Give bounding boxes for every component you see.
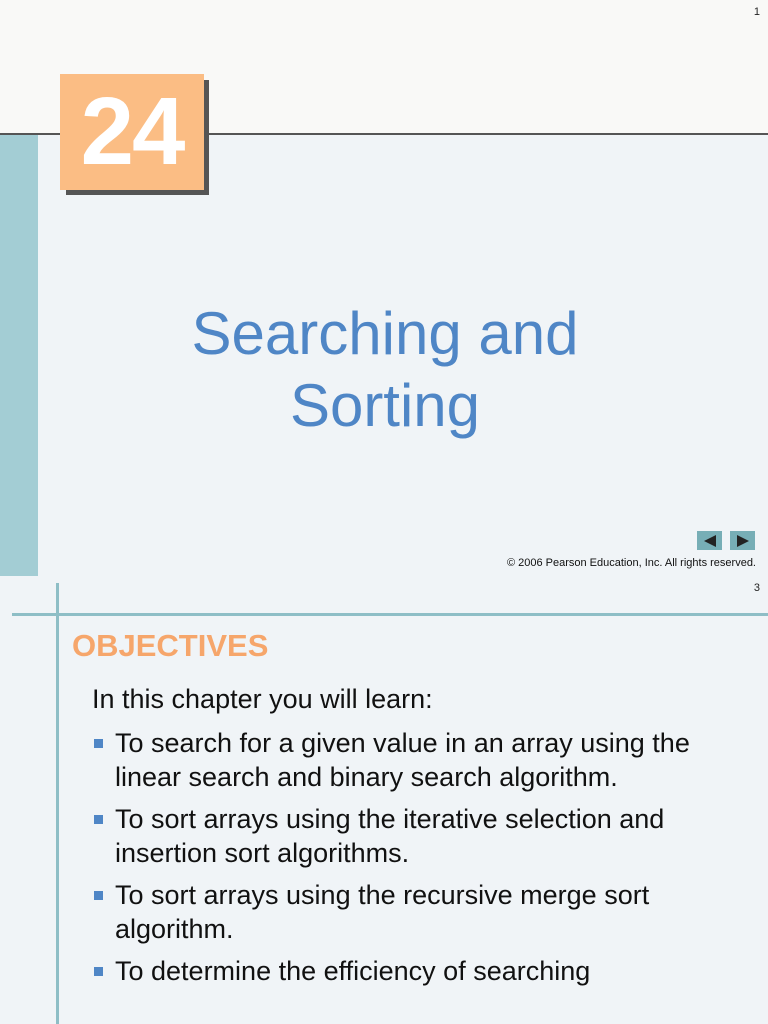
list-item — [92, 802, 702, 870]
chapter-number-box: 24 — [60, 74, 204, 190]
page-number: 3 — [753, 582, 760, 594]
previous-slide-button[interactable] — [697, 531, 722, 550]
list-item — [92, 726, 702, 794]
intro-text: In this chapter you will learn: — [92, 684, 433, 714]
square-bullet-icon — [94, 739, 103, 748]
square-bullet-icon — [94, 967, 103, 976]
objectives-slide — [0, 578, 768, 1024]
title-line-2: Sorting — [289, 372, 481, 439]
list-item — [92, 954, 702, 988]
list-item — [92, 878, 702, 946]
list-item-text: To search for a given value in an array using the linear search and binary search algorithm. — [115, 728, 690, 792]
objectives-list — [92, 726, 702, 996]
title-line-1: Searching and — [191, 300, 579, 367]
triangle-left-icon — [703, 535, 717, 547]
list-item-text: To sort arrays using the iterative selection and insertion sort algorithms. — [115, 804, 665, 868]
horizontal-rule — [12, 613, 768, 616]
copyright-notice: © 2006 Pearson Education, Inc. All rights reserved. — [506, 557, 756, 569]
left-accent-bar — [0, 135, 38, 576]
objectives-heading: OBJECTIVES — [72, 628, 269, 663]
list-item-text: To determine the efficiency of searching — [115, 956, 591, 986]
square-bullet-icon — [94, 891, 103, 900]
square-bullet-icon — [94, 815, 103, 824]
vertical-rule — [56, 583, 59, 1024]
slide-title — [100, 298, 670, 442]
next-slide-button[interactable] — [730, 531, 755, 550]
triangle-right-icon — [736, 535, 750, 547]
page-number: 1 — [753, 6, 760, 18]
list-item-text: To sort arrays using the recursive merge sort algorithm. — [115, 880, 650, 944]
